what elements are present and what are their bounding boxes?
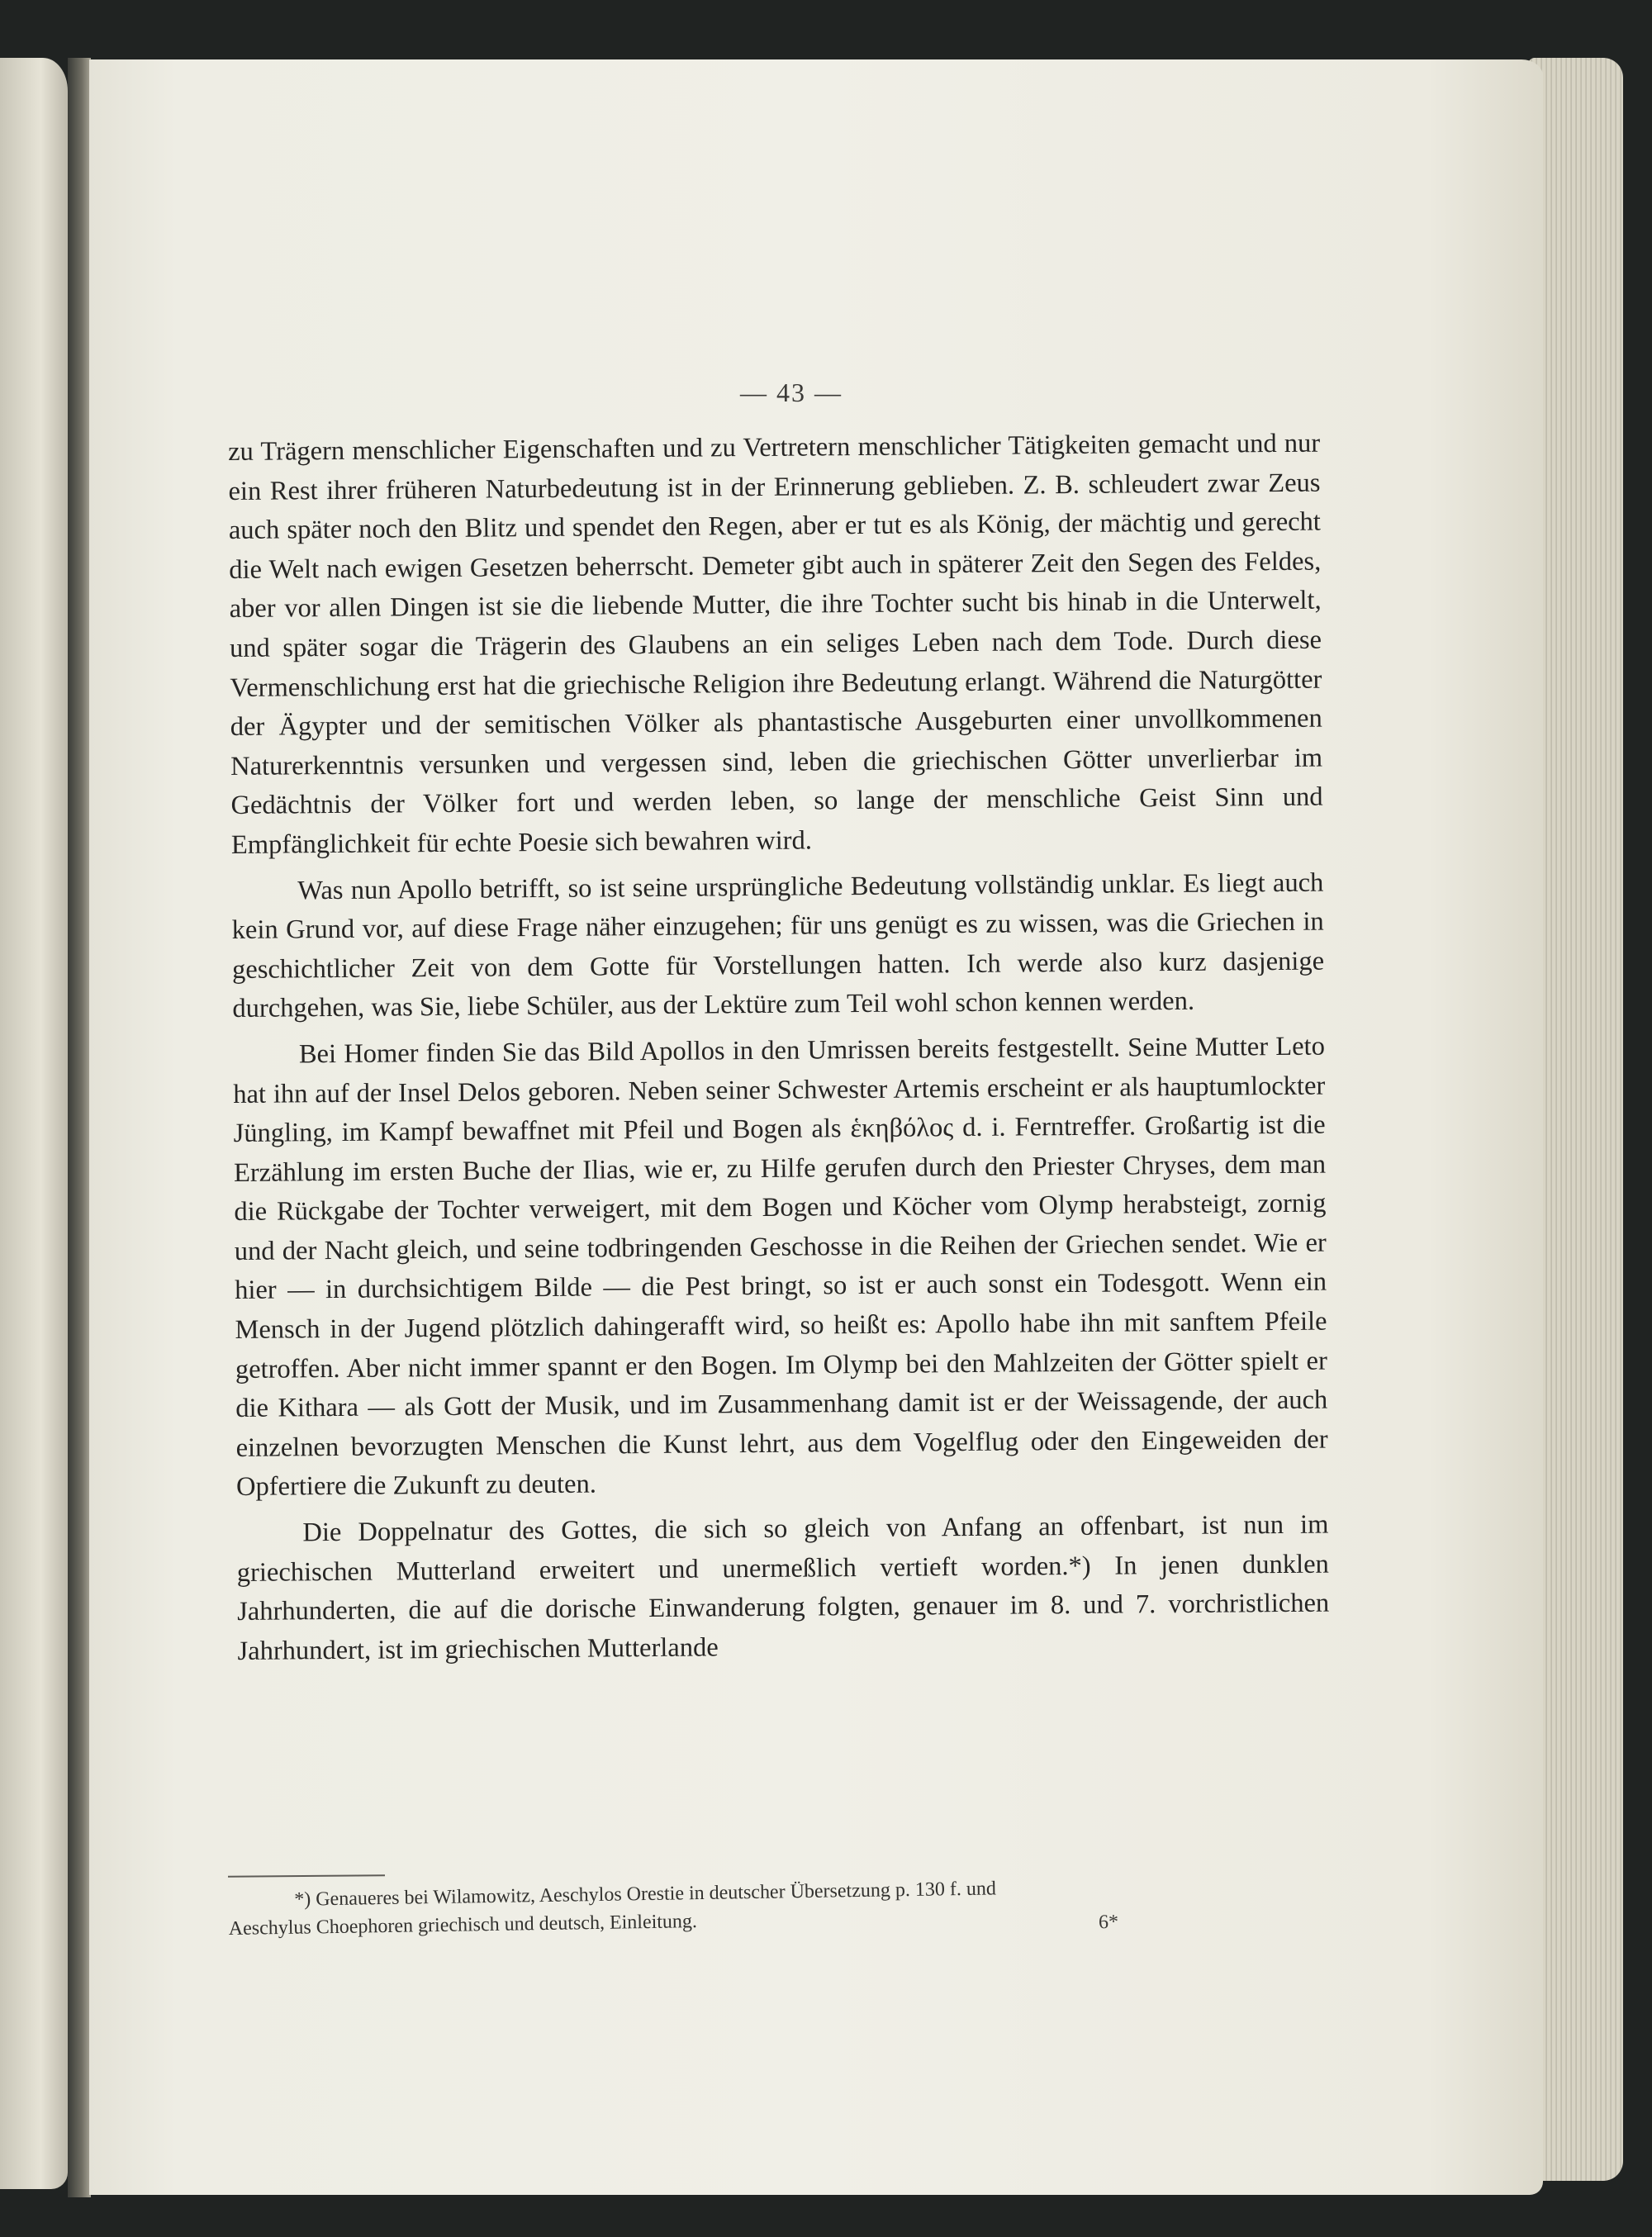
paragraph-2: Was nun Apollo betrifft, so ist seine ursprüngliche Bedeutung vollständig unklar. Es liegt auch kein Grund vor, auf diese Frage näher einzugehen; für uns genügt es zu wissen, was die Griechen in geschichtlicher Zeit von dem Gotte für Vorstellungen hatten. Ich werde also kurz dasjenige durchgehen, was Sie, liebe Schüler, aus der Lektüre zum Teil wohl schon kennen werden. — [231, 867, 1325, 1024]
book-gutter — [68, 58, 91, 2197]
book-page — [89, 59, 1543, 2195]
signature-mark: 6* — [1098, 1911, 1119, 1934]
paragraph-1: zu Trägern menschlicher Eigenschaften und zu Vertretern menschlicher Tätigkeiten gemacht und nur ein Rest ihrer früheren Naturbedeutung ist in der Erinnerung geblieben. Z. B. schleudert zwar Zeus auch später noch den Blitz und spendet den Regen, aber er tut es als König, der mächtig und gerecht die Welt nach ewigen Gesetzen beherrscht. Demeter gibt auch in späterer Zeit den Segen des Feldes, aber vor allen Dingen ist sie die liebende Mutter, die ihre Tochter sucht bis hinab in die Unterwelt, und später sogar die Trägerin des Glaubens an ein seliges Leben nach dem Tode. Durch diese Vermenschlichung erst hat die griechische Religion ihre Bedeutung erlangt. Während die Naturgötter der Ägypter und der semitischen Völker als phantastische Ausgeburten einer unvollkommenen Naturerkenntnis versunken und vergessen sind, leben die griechischen Götter unverlierbar im Gedächtnis der Völker fort und werden leben, so lange der menschliche Geist Sinn und Empfänglichkeit für echte Poesie sich bewahren wird. — [228, 428, 1323, 860]
body-text — [228, 425, 1330, 1672]
footnote-line-2: Aeschylus Choephoren griechisch und deutsch, Einleitung. — [228, 1911, 698, 1940]
footnote-line-1: *) Genaueres bei Wilamowitz, Aeschylos Orestie in deutscher Übersetzung p. 130 f. und — [294, 1878, 997, 1911]
page-number: — 43 — — [740, 378, 843, 407]
footnote-divider — [228, 1874, 385, 1877]
paragraph-4: Die Doppelnatur des Gottes, die sich so gleich von Anfang an offenbart, ist nun im griechischen Mutterland erweitert und unermeßlich vertieft worden.*) In jenen dunklen Jahrhunderten, die auf die dorische Einwanderung folgten, genauer im 8. und 7. vorchristlichen Jahrhundert, ist im griechischen Mutterlande — [236, 1509, 1330, 1666]
footnote — [228, 1869, 1321, 1943]
previous-page-edge — [0, 58, 68, 2189]
paragraph-3: Bei Homer finden Sie das Bild Apollos in den Umrissen bereits festgestellt. Seine Mutter Leto hat ihn auf der Insel Delos geboren. Neben seiner Schwester Artemis erscheint er als hauptumlockter Jüngling, im Kampf bewaffnet mit Pfeil und Bogen als ἑκηβόλος d. i. Ferntreffer. Großartig ist die Erzählung im ersten Buche der Ilias, wie er, zu Hilfe gerufen durch den Priester Chryses, dem man die Rückgabe der Tochter verweigert, mit dem Bogen und Köcher vom Olymp herabsteigt, zornig und der Nacht gleich, und seine todbringenden Geschosse in die Reihen der Griechen sendet. Wie er hier — in durchsichtigem Bilde — die Pest bringt, so ist er auch sonst ein Todesgott. Wenn ein Mensch in der Jugend plötzlich dahingerafft wird, so heißt es: Apollo habe ihn mit sanftem Pfeile getroffen. Aber nicht immer spannt er den Bogen. Im Olymp bei den Mahlzeiten der Götter spielt er die Kithara — als Gott der Musik, und im Zusammenhang damit ist er der Weissagende, der auch einzelnen bevorzugten Menschen die Kunst lehrt, aus dem Vogelflug oder den Eingeweiden der Opfertiere die Zukunft zu deuten. — [233, 1031, 1328, 1503]
